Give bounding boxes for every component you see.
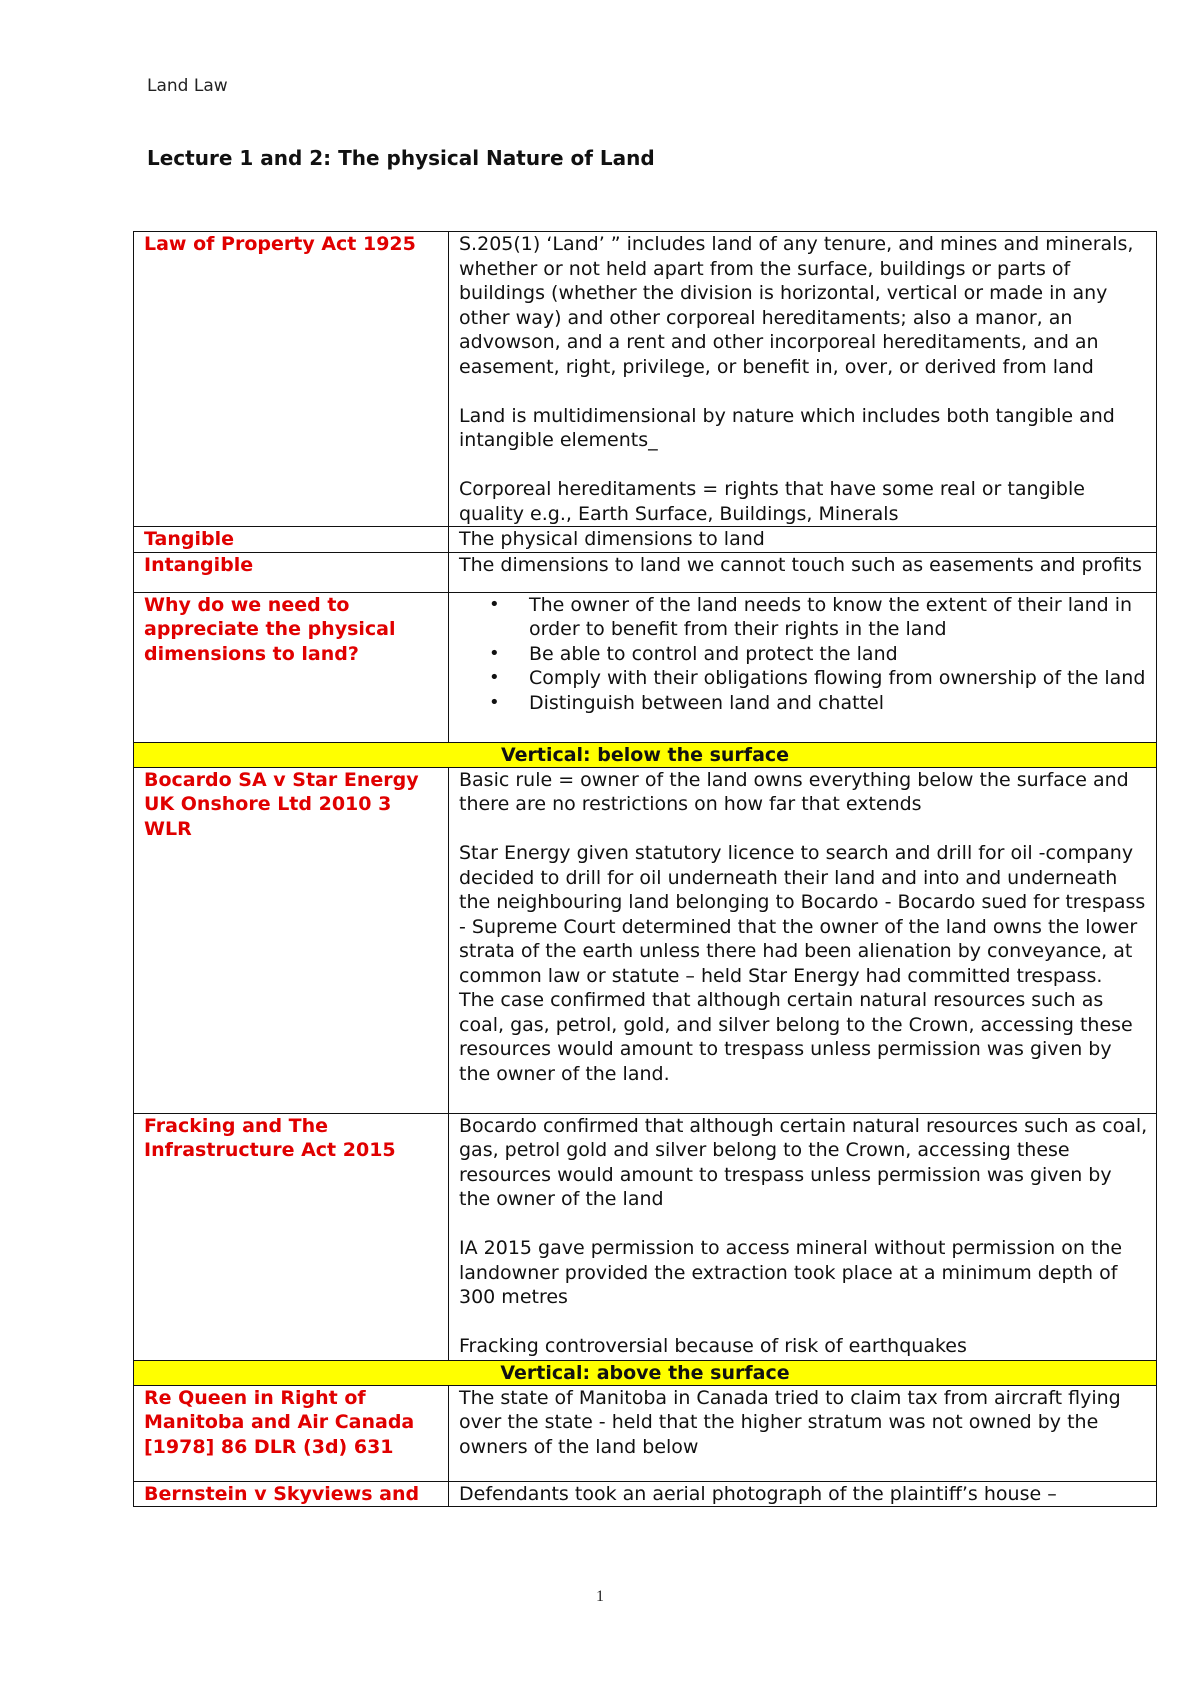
bullet-list bbox=[459, 593, 1148, 716]
table-row bbox=[134, 1385, 1157, 1481]
row-content: The dimensions to land we cannot touch such as easements and profits bbox=[449, 552, 1157, 592]
section-heading-row bbox=[134, 1360, 1157, 1385]
paragraph: Basic rule = owner of the land owns everything below the surface and there are no restrictions on how far that extends bbox=[459, 768, 1129, 815]
running-header: Land Law bbox=[147, 76, 228, 96]
row-label: Intangible bbox=[134, 552, 449, 592]
row-label: Law of Property Act 1925 bbox=[134, 232, 449, 527]
row-label: Bernstein v Skyviews and bbox=[134, 1481, 449, 1507]
table-row bbox=[134, 592, 1157, 742]
row-content bbox=[449, 1113, 1157, 1360]
section-heading: Vertical: below the surface bbox=[134, 742, 1157, 767]
list-item: • Distinguish between land and chattel bbox=[529, 691, 1148, 716]
row-label: Re Queen in Right of Manitoba and Air Canada [1978] 86 DLR (3d) 631 bbox=[134, 1385, 449, 1481]
table-row bbox=[134, 232, 1157, 527]
row-label: Bocardo SA v Star Energy UK Onshore Ltd 2010 3 WLR bbox=[134, 767, 449, 1113]
row-content: The physical dimensions to land bbox=[449, 527, 1157, 553]
table-row bbox=[134, 552, 1157, 592]
paragraph: Bocardo confirmed that although certain natural resources such as coal, gas, petrol gold and silver belong to the Crown, accessing these resources would amount to trespass unless permission was given by the owner of the land bbox=[459, 1114, 1148, 1210]
row-content bbox=[449, 592, 1157, 742]
section-heading: Vertical: above the surface bbox=[134, 1360, 1157, 1385]
paragraph: IA 2015 gave permission to access mineral without permission on the landowner provided the extraction took place at a minimum depth of 300 metres bbox=[459, 1237, 1123, 1308]
paragraph: Corporeal hereditaments = rights that have some real or tangible quality e.g., Earth Surface, Buildings, Minerals bbox=[459, 478, 1085, 525]
paragraph: Land is multidimensional by nature which includes both tangible and intangible elements_ bbox=[459, 404, 1115, 451]
row-content: Defendants took an aerial photograph of the plaintiff’s house – bbox=[449, 1481, 1157, 1507]
list-item: • The owner of the land needs to know the extent of their land in order to benefit from their rights in the land bbox=[529, 593, 1148, 642]
row-label: Tangible bbox=[134, 527, 449, 553]
paragraph: Fracking controversial because of risk of earthquakes bbox=[459, 1335, 967, 1357]
list-item: • Comply with their obligations flowing from ownership of the land bbox=[529, 666, 1148, 691]
notes-table bbox=[133, 231, 1157, 1507]
row-label: Fracking and The Infrastructure Act 2015 bbox=[134, 1113, 449, 1360]
paragraph: Star Energy given statutory licence to search and drill for oil -company decided to drill for oil underneath their land and into and underneath the neighbouring land belonging to Bocardo - Bocardo sued for trespass - Supreme Court determined that the owner of the land owns the lower strata of the earth unless there had been alienation by conveyance, at common law or statute – held Star Energy had committed trespass. bbox=[459, 842, 1146, 987]
table-row bbox=[134, 767, 1157, 1113]
page-number: 1 bbox=[596, 1588, 604, 1605]
row-content bbox=[449, 767, 1157, 1113]
table-row bbox=[134, 1113, 1157, 1360]
table-row bbox=[134, 1481, 1157, 1507]
row-content: The state of Manitoba in Canada tried to claim tax from aircraft flying over the state - held that the higher stratum was not owned by the owners of the land below bbox=[449, 1385, 1157, 1481]
section-heading-row bbox=[134, 742, 1157, 767]
table-row bbox=[134, 527, 1157, 553]
row-label: Why do we need to appreciate the physical dimensions to land? bbox=[134, 592, 449, 742]
row-content bbox=[449, 232, 1157, 527]
page-title: Lecture 1 and 2: The physical Nature of Land bbox=[147, 146, 655, 170]
paragraph: S.205(1) ‘Land’ ” includes land of any tenure, and mines and minerals, whether or not held apart from the surface, buildings or parts of buildings (whether the division is horizontal, vertical or made in any other way) and other corporeal hereditaments; also a manor, an advowson, and a rent and other incorporeal hereditaments, and an easement, right, privilege, or benefit in, over, or derived from land bbox=[459, 233, 1134, 378]
paragraph: The case confirmed that although certain natural resources such as coal, gas, petrol, gold, and silver belong to the Crown, accessing these resources would amount to trespass unless permission was given by the owner of the land. bbox=[459, 989, 1133, 1085]
list-item: • Be able to control and protect the land bbox=[529, 642, 1148, 667]
